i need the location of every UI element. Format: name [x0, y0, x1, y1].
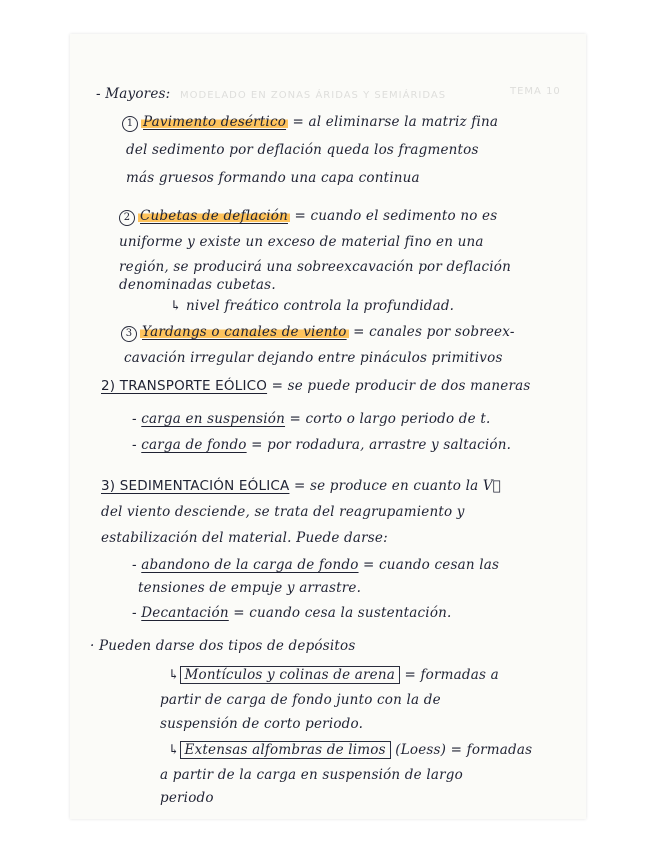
item2-line4: denominadas cubetas.: [119, 277, 276, 293]
deposit2-line3: periodo: [160, 790, 214, 806]
section2-heading-line: [101, 378, 531, 394]
section3-bullet2-rest: = cuando cesa la sustentación.: [233, 605, 452, 621]
deposit2-line2: a partir de la carga en suspensión de largo: [160, 767, 463, 783]
section3-bullet2: - Decantación = cuando cesa la sustentación.: [132, 605, 452, 621]
item2-note: ↳ nivel freático controla la profundidad.: [170, 298, 455, 314]
item1-definition: = al eliminarse la matriz fina: [292, 114, 499, 130]
deposit1-line1: ↳ Montículos y colinas de arena = formadas a: [168, 667, 499, 683]
section2-heading-rest: = se puede producir de dos maneras: [271, 378, 531, 394]
item2-line2: uniforme y existe un exceso de material fino en una: [119, 234, 484, 250]
deposit2-rest: (Loess) = formadas: [395, 742, 533, 758]
bleed-through-text: TEMA 10: [510, 86, 561, 97]
section2-heading: 2) TRANSPORTE EÓLICO: [101, 378, 268, 394]
bleed-through-text: MODELADO EN ZONAS ÁRIDAS Y SEMIÁRIDAS: [180, 90, 447, 101]
section3-heading: 3) SEDIMENTACIÓN EÓLICA: [101, 478, 290, 494]
section2-bullet1-term: carga en suspensión: [141, 411, 286, 427]
header-title: - Mayores:: [96, 86, 171, 102]
section3-heading-line: [101, 478, 501, 494]
deposit2-line1: ↳ Extensas alfombras de limos (Loess) = formadas: [168, 742, 533, 758]
section2-bullet2-rest: = por rodadura, arrastre y saltación.: [251, 437, 512, 453]
item2-number: 2: [119, 210, 135, 226]
section2-bullet1: - carga en suspensión = corto o largo periodo de t.: [132, 411, 491, 427]
item3-number: 3: [121, 326, 137, 342]
item1-line1: [122, 114, 498, 132]
item3-line2: cavación irregular dejando entre pináculos primitivos: [124, 350, 503, 366]
deposit2-box: Extensas alfombras de limos: [180, 741, 391, 759]
item3-line1: [121, 324, 515, 342]
item2-line3: región, se producirá una sobreexcavación por deflación: [119, 259, 512, 275]
item2-term: Cubetas de deflación: [140, 208, 288, 224]
deposit1-box: Montículos y colinas de arena: [180, 666, 400, 684]
item3-term: Yardangs o canales de viento: [142, 324, 347, 340]
section3-bullet2-term: Decantación: [141, 605, 229, 621]
item1-line3: más gruesos formando una capa continua: [126, 170, 420, 186]
deposit1-line2: partir de carga de fondo junto con la de: [160, 692, 441, 708]
item1-number: 1: [122, 116, 138, 132]
section3-bullet1: - abandono de la carga de fondo = cuando cesan las: [132, 557, 500, 573]
section3-line3: estabilización del material. Puede darse:: [101, 530, 388, 546]
deposit1-rest: = formadas a: [404, 667, 499, 683]
section2-bullet2: - carga de fondo = por rodadura, arrastre y saltación.: [132, 437, 512, 453]
item2-definition: = cuando el sedimento no es: [294, 208, 498, 224]
section3-heading-rest: = se produce en cuanto la V⃗: [293, 478, 501, 494]
item2-line1: [119, 208, 497, 226]
section3-bullet1-term: abandono de la carga de fondo: [141, 557, 359, 573]
item1-term: Pavimento desértico: [143, 114, 287, 130]
section3-line2: del viento desciende, se trata del reagrupamiento y: [101, 504, 465, 520]
section2-bullet1-rest: = corto o largo periodo de t.: [289, 411, 491, 427]
item3-definition: = canales por sobreex-: [353, 324, 515, 340]
section3-bullet1-rest: = cuando cesan las: [363, 557, 500, 573]
deposits-intro: · Pueden darse dos tipos de depósitos: [90, 638, 356, 654]
section3-bullet1-line2: tensiones de empuje y arrastre.: [138, 580, 362, 596]
deposit1-line3: suspensión de corto periodo.: [160, 716, 364, 732]
section2-bullet2-term: carga de fondo: [141, 437, 247, 453]
item1-line2: del sedimento por deflación queda los fragmentos: [126, 142, 479, 158]
